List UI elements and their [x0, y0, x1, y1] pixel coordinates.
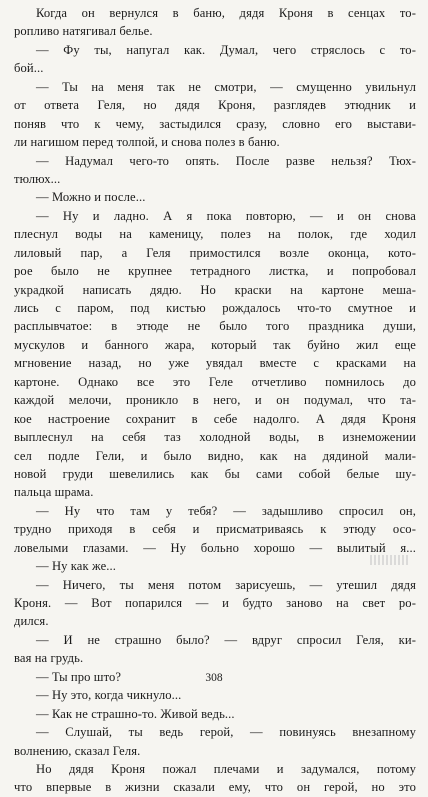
text-line: — Ты на меня так не смотри, — смущенно увильнул: [36, 79, 416, 94]
page-number: 308: [205, 672, 223, 684]
text-line: ропливо натягивал белье.: [14, 24, 153, 39]
text-line: — Ты про што?: [36, 669, 122, 684]
text-line: Но дядя Кроня пожал плечами и задумался, потому: [36, 761, 416, 776]
text-line: поняв что к чему, застыдился сразу, словно его выстави-: [14, 116, 416, 131]
print-smudge: [370, 555, 410, 565]
text-line: — Ну это, когда чикнуло...: [36, 688, 182, 703]
text-line: сел подле Гели, и было видно, как на дядиной мали-: [14, 448, 416, 463]
text-line: трудно приходя в себя и присматриваясь к этюду осо-: [14, 522, 416, 537]
text-line: рое было не крупнее тетрадного листка, и попробовал: [14, 264, 416, 279]
text-line: мгновение назад, но уже увядал вместе с красками на: [14, 356, 416, 371]
text-line: — Слушай, ты ведь герой, — повинуясь внезапному: [36, 725, 416, 740]
text-line: — Как не страшно-то. Живой ведь...: [36, 706, 235, 721]
text-line: — Фу ты, напугал как. Думал, чего стряслось с то-: [36, 42, 416, 57]
text-line: картоне. Однако все это Геле отчетливо помнилось до: [14, 374, 416, 389]
text-line: мускулов и банного жара, который так буйно жил еще: [14, 337, 416, 352]
text-line: ли нагишом перед толпой, и снова полез в баню.: [14, 135, 280, 150]
text-line: выплеснул на себя таз холодной воды, в изнеможении: [14, 430, 416, 445]
text-line: — Ничего, ты меня потом зарисуешь, — утешил дядя: [36, 577, 416, 592]
text-line: — Ну что там у тебя? — задышливо спросил он,: [36, 503, 416, 518]
text-line: пальца шрама.: [14, 485, 94, 500]
text-line: что впервые в жизни сказали ему, что он герой, но это: [14, 780, 416, 795]
text-line: расплывчатое: в этюде не было того праздника души,: [14, 319, 416, 334]
text-line: — И не страшно было? — вдруг спросил Геля, ки-: [36, 632, 416, 647]
text-line: каждой мелочи, проникло в него, и он подумал, что та-: [14, 393, 416, 408]
text-line: Кроня. — Вот попарился — и будто заново на свет ро-: [14, 596, 416, 610]
text-line: — Надумал чего-то опять. После разве нельзя? Тюх-: [36, 153, 416, 168]
text-line: вая на грудь.: [14, 651, 84, 666]
text-line: — Ну как же...: [36, 559, 117, 574]
text-line: дился.: [14, 614, 49, 629]
text-line: волнению, сказал Геля.: [14, 743, 141, 758]
text-line: плеснул воды на каменицу, полез на полок, где ходил: [14, 227, 416, 242]
text-line: Когда он вернулся в баню, дядя Кроня в сенцах то-: [36, 6, 416, 20]
text-line: лиловый пар, а Геля примостился возле оконца, кото-: [14, 245, 416, 260]
text-line: тюлюх...: [14, 171, 61, 186]
text-line: кое настроение сохранит в себе надолго. А дядя Кроня: [14, 411, 416, 426]
text-line: новой груди шевелились как бы сами собой белые шу-: [14, 466, 416, 481]
text-line: — Ну и ладно. А я пока повторю, — и он снова: [36, 208, 416, 223]
text-line: украдкой написать дядю. Но краски на картоне меша-: [14, 282, 416, 297]
text-line: от ответа Геля, но дядя Кроня, разглядев этюдник и: [14, 98, 416, 113]
text-line: ловелыми глазами. — Ну больно хорошо — вылитый я...: [14, 540, 416, 555]
text-line: бой...: [14, 61, 44, 76]
text-line: лись с паром, под кистью рождалось что-то смутное и: [14, 301, 416, 315]
text-line: — Можно и после...: [36, 190, 146, 205]
